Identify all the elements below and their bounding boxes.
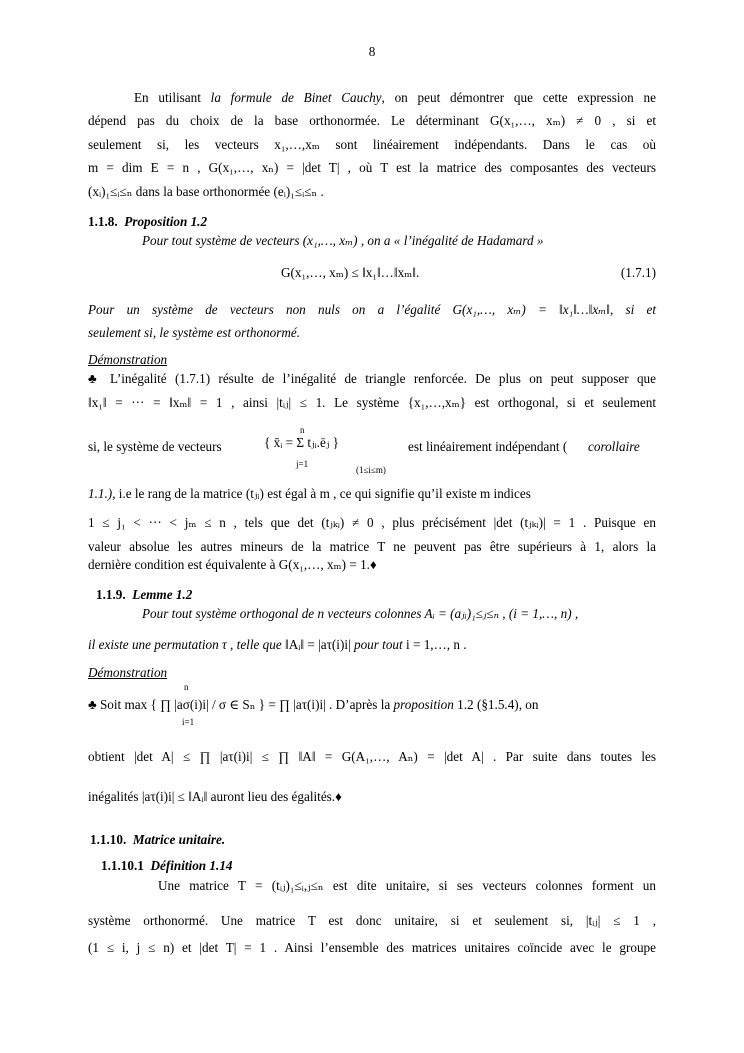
product-upper-limit: n: [184, 682, 189, 692]
set-index: (1≤i≤m): [356, 465, 386, 475]
paragraph-line: [88, 485, 656, 503]
proposition-title: Proposition 1.2: [124, 214, 208, 229]
section-heading: [90, 831, 658, 849]
paragraph-line: [88, 682, 656, 727]
paragraph-line: Une matrice T = (tᵢⱼ)₁≤ᵢ,ⱼ≤ₙ est dite unitaire, si ses vecteurs colonnes forment un: [158, 878, 656, 893]
text-run: est linéairement indépendant (: [408, 439, 568, 454]
proposition-heading: [88, 213, 656, 231]
text-run: , i.e le rang de la matrice (tⱼᵢ) est égal à m , ce qui signifie qu’il existe m indices: [112, 486, 531, 501]
section-title: Matrice unitaire.: [132, 832, 226, 847]
product-lower-limit: i=1: [182, 717, 195, 727]
paragraph-line: (xᵢ)₁≤ᵢ≤ₙ dans la base orthonormée (eᵢ)₁≤ᵢ≤ₙ .: [88, 184, 324, 199]
paragraph-line: valeur absolue les autres mineurs de la matrice T ne peuvent pas être supérieurs à 1, alors la: [88, 539, 656, 554]
text-run: si, le système de vecteurs: [88, 439, 222, 454]
text-run: 1.2 (§1.5.4), on: [457, 697, 539, 712]
sum-upper-limit: n: [300, 425, 305, 435]
equation: G(x₁,…, xₘ) ≤ ‖x₁‖…‖xₘ‖.: [281, 265, 420, 280]
max-expression: { ∏ |aσ(i)i| / σ ∈ Sₙ } = ∏ |aτ(i)i| . D’après la: [150, 697, 391, 712]
emphasis: il existe une permutation τ , telle que: [88, 637, 282, 652]
proposition-statement: Pour tout système de vecteurs (x₁,…, xₘ) , on a « l’inégalité de Hadamard »: [142, 233, 544, 248]
text-run: En utilisant: [134, 90, 211, 105]
paragraph-line: Pour un système de vecteurs non nuls on a l’égalité G(x₁,…, xₘ) = ‖x₁‖…‖xₘ‖, si et: [88, 302, 656, 317]
norm-equation: ‖Aᵢ‖ = |aτ(i)i|: [285, 637, 351, 652]
lemma-title: Lemme 1.2: [132, 587, 193, 602]
paragraph-line: m = dim E = n , G(x₁,…, xₙ) = |det T| , où T est la matrice des composantes des vecteurs: [88, 160, 656, 175]
section-number: 1.1.8.: [88, 214, 118, 229]
paragraph-line: [88, 636, 656, 654]
range: i = 1,…, n .: [406, 637, 467, 652]
paragraph-line: [88, 425, 656, 475]
paragraph-line: inégalités |aτ(i)i| ≤ ‖Aᵢ‖ auront lieu des égalités.♦: [88, 789, 342, 804]
paragraph-line: dernière condition est équivalente à G(x₁,…, xₘ) = 1.♦: [88, 557, 377, 572]
vector-set: { x̄ᵢ = Σ tⱼᵢ.ēⱼ }: [264, 435, 339, 450]
paragraph-line: dépend pas du choix de la base orthonormée. Le déterminant G(x₁,…, xₘ) ≠ 0 , si et: [88, 113, 656, 128]
paragraph-line: (1 ≤ i, j ≤ n) et |det T| = 1 . Ainsi l’ensemble des matrices unitaires coïncide avec le groupe: [88, 940, 656, 955]
section-number: 1.1.10.: [90, 832, 127, 847]
definition-heading: [101, 857, 669, 875]
section-number: 1.1.9.: [96, 587, 126, 602]
emphasis: la formule de Binet Cauchy: [210, 90, 382, 105]
emphasis: pour tout: [353, 637, 403, 652]
emphasis: proposition: [393, 697, 454, 712]
paragraph-line: ♣ L’inégalité (1.7.1) résulte de l’inégalité de triangle renforcée. De plus on peut supposer que: [88, 371, 656, 386]
emphasis: corollaire: [588, 439, 640, 454]
paragraph-line: seulement si, les vecteurs x₁,…,xₘ sont linéairement indépendants. Dans le cas où: [88, 137, 656, 152]
text-run: , on peut démontrer que cette expression ne: [381, 90, 656, 105]
sum-lower-limit: j=1: [296, 459, 309, 469]
paragraph-line: obtient |det A| ≤ ∏ |aτ(i)i| ≤ ∏ ‖A‖ = G(A₁,…, Aₙ) = |det A| . Par suite dans toutes les: [88, 749, 656, 764]
paragraph-line: 1 ≤ j₁ < ··· < jₘ ≤ n , tels que det (tⱼₖᵢ) ≠ 0 , plus précisément |det (tⱼₖᵢ)| = 1 . Puisque en: [88, 515, 656, 530]
paragraph-line: [88, 89, 656, 107]
lemma-heading: [96, 586, 664, 604]
equation-number: (1.7.1): [620, 265, 656, 280]
equation-171: [88, 264, 656, 282]
section-number: 1.1.10.1: [101, 858, 144, 873]
paragraph-line: ‖x₁‖ = ··· = ‖xₘ‖ = 1 , ainsi |tᵢⱼ| ≤ 1. Le système {x₁,…,xₘ} est orthogonal, si et seulement: [88, 395, 656, 410]
emphasis: 1.1.): [88, 486, 113, 501]
paragraph-line: seulement si, le système est orthonormé.: [88, 325, 301, 340]
demonstration-heading: Démonstration: [88, 665, 168, 680]
demonstration-heading: Démonstration: [88, 352, 168, 367]
page-number: 8: [368, 44, 376, 59]
lemma-statement: Pour tout système orthogonal de n vecteurs colonnes Aᵢ = (aⱼᵢ)₁≤ⱼ≤ₙ , (i = 1,…, n) ,: [142, 606, 579, 621]
definition-title: Définition 1.14: [150, 858, 233, 873]
text-run: ♣ Soit max: [88, 697, 148, 712]
paragraph-line: système orthonormé. Une matrice T est donc unitaire, si et seulement si, |tᵢⱼ| ≤ 1 ,: [88, 913, 656, 928]
